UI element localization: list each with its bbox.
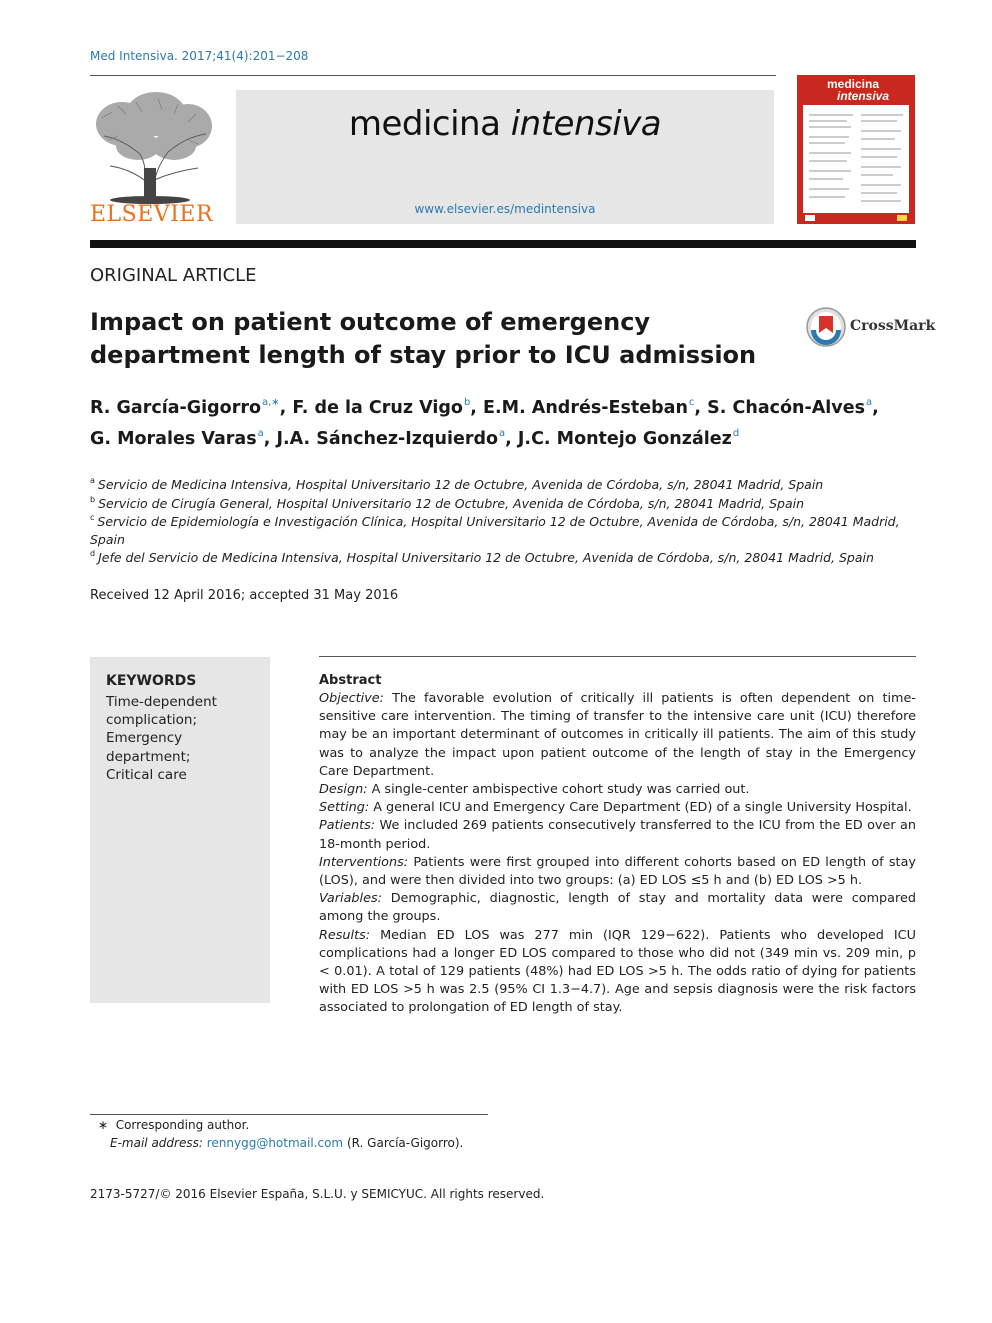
header-thick-divider	[90, 240, 916, 248]
abstract-section-text: We included 269 patients consecutively transferred to the ICU from the ED over an 18-month period.	[319, 818, 916, 852]
email-note	[110, 1136, 463, 1150]
abstract-section-text: The favorable evolution of critically ill patients is often dependent on time-sensitive care intervention. The timing of transfer to the intensive care unit (ICU) therefore may be an important determinant of outcomes in critically ill patients. The aim of this study was to analyze the impact upon patient outcome of the length of stay in the Emergency Care Department.	[319, 691, 916, 779]
journal-title-plain: medicina	[348, 104, 501, 144]
journal-citation[interactable]: Med Intensiva. 2017;41(4):201−208	[90, 49, 309, 63]
author-affil-mark[interactable]: c	[688, 397, 695, 408]
cover-title-line2: intensiva	[837, 89, 890, 103]
corresponding-author-note	[98, 1118, 249, 1132]
received-accepted-dates: Received 12 April 2016; accepted 31 May 2016	[90, 588, 399, 603]
email-link[interactable]: rennygg@hotmail.com	[206, 1136, 344, 1150]
abstract-section-text: A general ICU and Emergency Care Department (ED) of a single University Hospital.	[373, 800, 912, 816]
author-name[interactable]: E.M. Andrés-Esteban	[483, 398, 688, 418]
email-owner: (R. García-Gigorro).	[346, 1136, 464, 1150]
affiliation-text: Jefe del Servicio de Medicina Intensiva, Hospital Universitario 12 de Octubre, Avenida de Córdoba, s/n, 28041 Madrid, Spain	[98, 550, 874, 565]
journal-title	[236, 104, 774, 144]
email-label: E-mail address:	[110, 1136, 203, 1150]
author-name[interactable]: G. Morales Varas	[90, 429, 257, 449]
abstract-section-label: Objective:	[319, 691, 384, 706]
author-separator: ,	[872, 398, 879, 418]
article-type: ORIGINAL ARTICLE	[90, 265, 257, 286]
abstract-section-label: Design:	[319, 782, 368, 798]
journal-title-italic: intensiva	[510, 104, 662, 144]
abstract-section	[319, 927, 916, 1018]
elsevier-wordmark: ELSEVIER	[90, 202, 214, 227]
article-title: Impact on patient outcome of emergency department length of stay prior to ICU admission	[90, 308, 757, 369]
author-affil-mark[interactable]: b	[463, 397, 471, 408]
journal-cover-thumbnail[interactable]	[797, 75, 915, 224]
author-separator: ,	[279, 398, 293, 418]
affiliation-text: Servicio de Epidemiología e Investigación Clínica, Hospital Universitario 12 de Octubre, Avenida de Córdoba, s/n, 28041 Madrid, Spain	[90, 514, 900, 547]
abstract-section	[319, 690, 916, 781]
copyright-notice: 2173-5727/© 2016 Elsevier España, S.L.U. y SEMICYUC. All rights reserved.	[90, 1187, 545, 1201]
affiliation-item	[90, 509, 916, 549]
author-separator: ,	[470, 398, 484, 418]
journal-url-link[interactable]: www.elsevier.es/medintensiva	[414, 202, 596, 216]
affiliation-mark: a	[90, 476, 95, 485]
abstract-section-label: Setting:	[319, 800, 370, 816]
abstract-section-text: A single-center ambispective cohort study was carried out.	[371, 782, 750, 798]
author-name[interactable]: F. de la Cruz Vigo	[292, 398, 463, 418]
abstract-section	[319, 799, 916, 817]
affiliation-mark: c	[90, 513, 95, 522]
author-separator: ,	[694, 398, 708, 418]
author-name[interactable]: J.C. Montejo González	[517, 429, 732, 449]
keywords-list	[106, 693, 266, 784]
abstract-section-text: Demographic, diagnostic, length of stay and mortality data were compared among the groups.	[319, 891, 916, 925]
abstract-section-label: Variables:	[319, 891, 382, 907]
abstract-divider	[319, 656, 916, 657]
author-list	[90, 390, 910, 452]
abstract-body	[319, 690, 916, 1018]
abstract-section-text: Patients were first grouped into different cohorts based on ED length of stay (LOS), and were then divided into two groups: (a) ED LOS ≤5 h and (b) ED LOS >5 h.	[319, 854, 916, 889]
keyword-item[interactable]: Critical care	[106, 766, 187, 783]
corresponding-author-label: Corresponding author.	[115, 1118, 250, 1132]
abstract-section-label: Patients:	[319, 818, 376, 834]
abstract-section	[319, 854, 916, 890]
abstract-section-label: Results:	[319, 927, 371, 943]
author-name[interactable]: S. Chacón-Alves	[707, 398, 865, 418]
affiliation-mark: b	[90, 495, 96, 504]
abstract-section-text: Median ED LOS was 277 min (IQR 129−622). Patients who developed ICU complications had a longer ED LOS compared to those who did not (349 min vs. 209 min, p < 0.01). A total of 129 patients (48%) had ED LOS >5 h. The odds ratio of dying for patients with ED LOS >5 h was 2.5 (95% CI 1.3−4.7). Age and sepsis diagnosis were the risk factors associated to prolongation of ED length of stay.	[319, 927, 916, 1016]
author-affil-mark[interactable]: a	[499, 428, 506, 439]
abstract-section	[319, 817, 916, 853]
keyword-item[interactable]: Emergency department;	[106, 730, 191, 765]
abstract-section	[319, 781, 916, 799]
affiliation-mark: d	[90, 549, 96, 558]
cover-title-line1: medicina	[827, 77, 880, 91]
author-affil-mark[interactable]: d	[732, 428, 740, 439]
affiliation-item	[90, 545, 916, 567]
header-divider	[90, 75, 776, 76]
abstract-heading: Abstract	[319, 673, 382, 688]
crossmark-label[interactable]: CrossMark	[850, 318, 936, 334]
abstract-section-label: Interventions:	[319, 854, 409, 870]
abstract-section	[319, 890, 916, 926]
author-name[interactable]: J.A. Sánchez-Izquierdo	[276, 429, 499, 449]
footnote-divider	[90, 1114, 488, 1115]
keywords-heading: KEYWORDS	[106, 673, 197, 689]
keyword-item[interactable]: Time-dependent complication;	[106, 694, 217, 729]
footnote-mark: ∗	[98, 1118, 109, 1132]
author-affil-mark[interactable]: a	[865, 397, 873, 408]
affiliation-text: Servicio de Medicina Intensiva, Hospital Universitario 12 de Octubre, Avenida de Córdoba, s/n, 28041 Madrid, Spain	[97, 477, 824, 492]
author-name[interactable]: R. García-Gigorro	[90, 398, 261, 418]
author-affil-mark[interactable]: a	[257, 428, 264, 439]
affiliation-text: Servicio de Cirugía General, Hospital Universitario 12 de Octubre, Avenida de Córdoba, s/n, 28041 Madrid, Spain	[98, 496, 805, 511]
author-separator: ,	[263, 429, 277, 449]
author-affil-mark[interactable]: a,∗	[261, 397, 280, 408]
author-separator: ,	[505, 429, 518, 449]
